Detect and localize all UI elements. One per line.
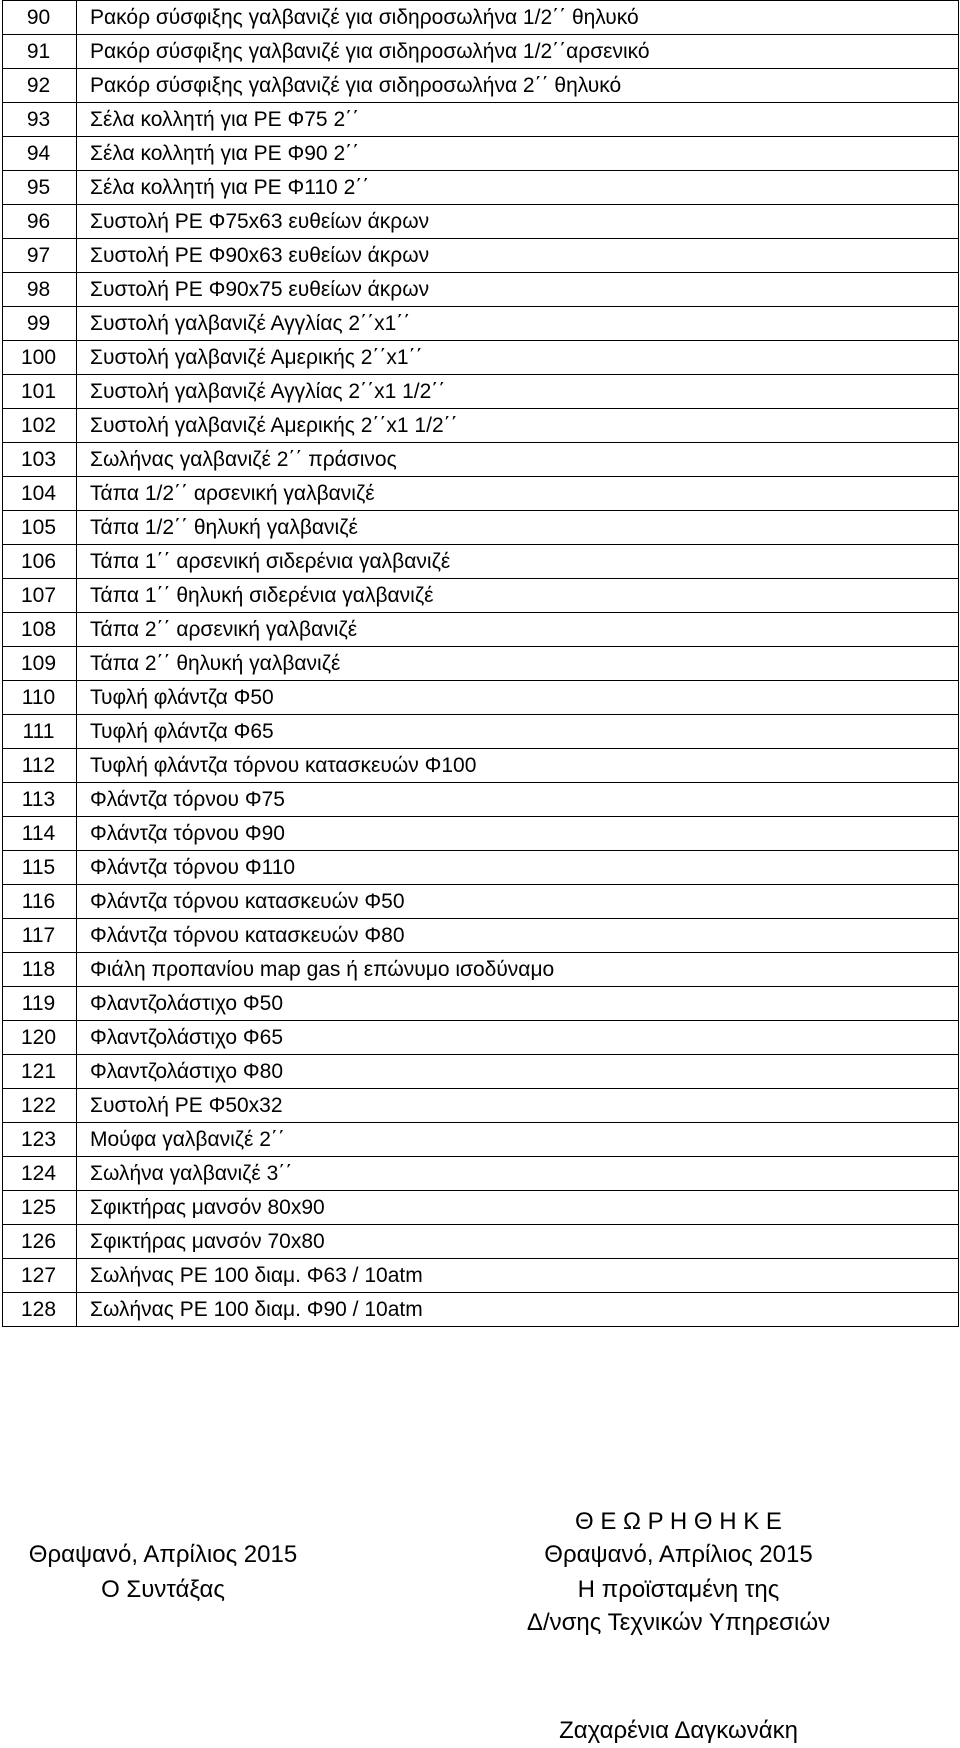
item-description: Φλαντζολάστιχο Φ65: [77, 1021, 959, 1055]
table-row: [3, 171, 959, 205]
table-row: [3, 307, 959, 341]
table-row: [3, 545, 959, 579]
table-row: [3, 1259, 959, 1293]
item-description: Τυφλή φλάντζα τόρνου κατασκευών Φ100: [77, 749, 959, 783]
table-row: [3, 953, 959, 987]
item-number: 110: [3, 681, 77, 715]
table-row: [3, 137, 959, 171]
item-description: Συστολή PE Φ50x32: [77, 1089, 959, 1123]
right-role-line1: Η προϊσταμένη της: [577, 1576, 780, 1603]
item-number: 124: [3, 1157, 77, 1191]
table-row: [3, 647, 959, 681]
item-number: 105: [3, 511, 77, 545]
table-row: [3, 69, 959, 103]
item-description: Συστολή PE Φ90x63 ευθείων άκρων: [77, 239, 959, 273]
table-row: [3, 511, 959, 545]
item-description: Σέλα κολλητή για PE Φ110 2΄΄: [77, 171, 959, 205]
item-description: Φλαντζολάστιχο Φ50: [77, 987, 959, 1021]
item-number: 106: [3, 545, 77, 579]
item-number: 111: [3, 715, 77, 749]
item-description: Σέλα κολλητή για PE Φ90 2΄΄: [77, 137, 959, 171]
item-number: 98: [3, 273, 77, 307]
item-number: 123: [3, 1123, 77, 1157]
item-description: Τάπα 1΄΄ θηλυκή σιδερένια γαλβανιζέ: [77, 579, 959, 613]
item-number: 109: [3, 647, 77, 681]
item-number: 117: [3, 919, 77, 953]
table-row: [3, 1021, 959, 1055]
item-description: Συστολή PE Φ75x63 ευθείων άκρων: [77, 205, 959, 239]
item-number: 116: [3, 885, 77, 919]
item-description: Σωλήνας PE 100 διαμ. Φ63 / 10atm: [77, 1259, 959, 1293]
table-row: [3, 1157, 959, 1191]
item-number: 112: [3, 749, 77, 783]
table-row: [3, 375, 959, 409]
table-row: [3, 409, 959, 443]
item-number: 103: [3, 443, 77, 477]
item-description: Τυφλή φλάντζα Φ65: [77, 715, 959, 749]
item-description: Φλάντζα τόρνου Φ90: [77, 817, 959, 851]
item-description: Συστολή γαλβανιζέ Αμερικής 2΄΄x1 1/2΄΄: [77, 409, 959, 443]
item-number: 102: [3, 409, 77, 443]
item-number: 97: [3, 239, 77, 273]
item-number: 92: [3, 69, 77, 103]
table-row: [3, 613, 959, 647]
item-description: Ρακόρ σύσφιξης γαλβανιζέ για σιδηροσωλήνα 1/2΄΄ θηλυκό: [77, 1, 959, 35]
table-row: [3, 817, 959, 851]
item-number: 107: [3, 579, 77, 613]
item-number: 115: [3, 851, 77, 885]
table-row: [3, 715, 959, 749]
item-description: Μούφα γαλβανιζέ 2΄΄: [77, 1123, 959, 1157]
table-row: [3, 749, 959, 783]
table-row: [3, 239, 959, 273]
item-number: 108: [3, 613, 77, 647]
item-description: Συστολή γαλβανιζέ Αγγλίας 2΄΄x1 1/2΄΄: [77, 375, 959, 409]
table-row: [3, 1, 959, 35]
item-description: Φιάλη προπανίου map gas ή επώνυμο ισοδύναμο: [77, 953, 959, 987]
item-description: Φλαντζολάστιχο Φ80: [77, 1055, 959, 1089]
item-description: Φλάντζα τόρνου Φ75: [77, 783, 959, 817]
item-description: Τάπα 1΄΄ αρσενική σιδερένια γαλβανιζέ: [77, 545, 959, 579]
table-row: [3, 477, 959, 511]
right-place-date: Θραψανό, Απρίλιος 2015: [544, 1541, 813, 1568]
item-number: 125: [3, 1191, 77, 1225]
table-row: [3, 341, 959, 375]
item-number: 127: [3, 1259, 77, 1293]
item-description: Συστολή γαλβανιζέ Αμερικής 2΄΄x1΄΄: [77, 341, 959, 375]
item-description: Συστολή γαλβανιζέ Αγγλίας 2΄΄x1΄΄: [77, 307, 959, 341]
table-row: [3, 273, 959, 307]
table-row: [3, 103, 959, 137]
item-description: Σωλήνας γαλβανιζέ 2΄΄ πράσινος: [77, 443, 959, 477]
table-row: [3, 851, 959, 885]
item-number: 118: [3, 953, 77, 987]
left-role: Ο Συντάξας: [101, 1576, 225, 1603]
table-row: [3, 919, 959, 953]
item-number: 114: [3, 817, 77, 851]
table-row: [3, 681, 959, 715]
table-row: [3, 579, 959, 613]
left-place-date: Θραψανό, Απρίλιος 2015: [28, 1541, 298, 1568]
item-description: Τυφλή φλάντζα Φ50: [77, 681, 959, 715]
item-description: Τάπα 1/2΄΄ αρσενική γαλβανιζέ: [77, 477, 959, 511]
item-number: 96: [3, 205, 77, 239]
item-number: 113: [3, 783, 77, 817]
table-row: [3, 1089, 959, 1123]
table-row: [3, 205, 959, 239]
item-number: 121: [3, 1055, 77, 1089]
item-number: 99: [3, 307, 77, 341]
item-number: 101: [3, 375, 77, 409]
item-description: Φλάντζα τόρνου κατασκευών Φ80: [77, 919, 959, 953]
item-description: Σέλα κολλητή για PE Φ75 2΄΄: [77, 103, 959, 137]
item-number: 95: [3, 171, 77, 205]
item-number: 126: [3, 1225, 77, 1259]
item-number: 120: [3, 1021, 77, 1055]
items-table-body: [3, 1, 959, 1327]
signatory-name: Ζαχαρένια Δαγκωνάκη: [559, 1717, 798, 1744]
item-description: Σωλήνας PE 100 διαμ. Φ90 / 10atm: [77, 1293, 959, 1327]
item-description: Φλάντζα τόρνου κατασκευών Φ50: [77, 885, 959, 919]
item-description: Συστολή PE Φ90x75 ευθείων άκρων: [77, 273, 959, 307]
item-number: 104: [3, 477, 77, 511]
item-description: Σφικτήρας μανσόν 70x80: [77, 1225, 959, 1259]
table-row: [3, 1191, 959, 1225]
item-number: 94: [3, 137, 77, 171]
table-row: [3, 783, 959, 817]
item-description: Ρακόρ σύσφιξης γαλβανιζέ για σιδηροσωλήνα 2΄΄ θηλυκό: [77, 69, 959, 103]
table-row: [3, 443, 959, 477]
items-table: [2, 0, 959, 1327]
table-row: [3, 35, 959, 69]
item-number: 100: [3, 341, 77, 375]
table-row: [3, 1293, 959, 1327]
item-description: Ρακόρ σύσφιξης γαλβανιζέ για σιδηροσωλήνα 1/2΄΄αρσενικό: [77, 35, 959, 69]
table-row: [3, 987, 959, 1021]
item-description: Σωλήνα γαλβανιζέ 3΄΄: [77, 1157, 959, 1191]
item-number: 122: [3, 1089, 77, 1123]
table-row: [3, 1123, 959, 1157]
item-description: Τάπα 2΄΄ αρσενική γαλβανιζέ: [77, 613, 959, 647]
table-row: [3, 1225, 959, 1259]
item-number: 128: [3, 1293, 77, 1327]
right-role-line2: Δ/νσης Τεχνικών Υπηρεσιών: [526, 1609, 831, 1636]
table-row: [3, 885, 959, 919]
item-number: 93: [3, 103, 77, 137]
item-description: Τάπα 2΄΄ θηλυκή γαλβανιζέ: [77, 647, 959, 681]
item-number: 91: [3, 35, 77, 69]
item-description: Φλάντζα τόρνου Φ110: [77, 851, 959, 885]
table-row: [3, 1055, 959, 1089]
approved-heading: Θ Ε Ω Ρ Η Θ Η Κ Ε: [575, 1508, 782, 1535]
item-number: 119: [3, 987, 77, 1021]
item-description: Τάπα 1/2΄΄ θηλυκή γαλβανιζέ: [77, 511, 959, 545]
item-description: Σφικτήρας μανσόν 80x90: [77, 1191, 959, 1225]
item-number: 90: [3, 1, 77, 35]
